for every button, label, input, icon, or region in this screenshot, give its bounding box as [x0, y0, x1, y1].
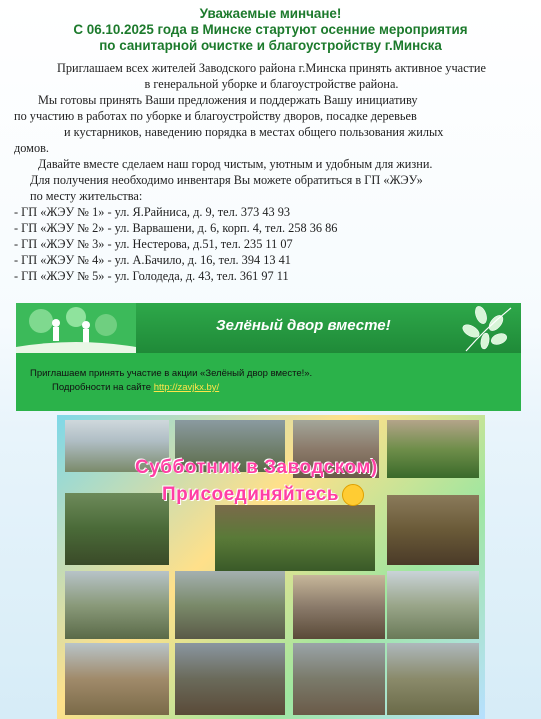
website-link[interactable]: http://zavjkx.by/ [153, 382, 220, 393]
zheu-list-item: - ГП «ЖЭУ № 3» - ул. Нестерова, д.51, тел. 235 11 07 [14, 237, 293, 251]
collage-photo [293, 575, 385, 639]
collage-caption-line-1: Субботник в Заводском) [135, 457, 378, 478]
paragraph-1-line-1: Приглашаем всех жителей Заводского района г.Минска принять активное участие [57, 61, 486, 75]
collage-photo [175, 571, 285, 639]
announcement-body [14, 60, 529, 284]
collage-photo [65, 643, 169, 715]
header-line-1: Уважаемые минчане! [199, 6, 342, 21]
paragraph-3: Давайте вместе сделаем наш город чистым, уютным и удобным для жизни. [38, 157, 433, 171]
collage-photo [175, 643, 285, 715]
collage-photo [387, 420, 479, 478]
invite-block [16, 353, 521, 411]
paragraph-4-line-2: по месту жительства: [30, 189, 143, 203]
banner-title: Зелёный двор вместе! [216, 317, 391, 334]
green-yard-banner [16, 303, 521, 353]
paragraph-2-line-3: и кустарников, наведению порядка в местах общего пользования жилых [64, 125, 444, 139]
collage-photo [387, 495, 479, 565]
paragraph-2-line-2: по участию в работах по уборке и благоустройству дворов, посадке деревьев [14, 109, 417, 123]
collage-photo [65, 493, 169, 565]
smiley-icon [342, 484, 364, 506]
zheu-list-item: - ГП «ЖЭУ № 1» - ул. Я.Райниса, д. 9, тел. 373 43 93 [14, 205, 291, 219]
paragraph-1-line-2: в генеральной уборке и благоустройстве района. [144, 77, 399, 91]
collage-photo [387, 643, 479, 715]
collage-photo [215, 505, 375, 571]
zheu-list-item: - ГП «ЖЭУ № 4» - ул. А.Бачило, д. 16, тел. 394 13 41 [14, 253, 291, 267]
collage-photo [65, 571, 169, 639]
paragraph-2-line-4: домов. [14, 141, 49, 155]
paragraph-2-line-1: Мы готовы принять Ваши предложения и поддержать Вашу инициативу [38, 93, 418, 107]
invite-line-2-prefix: Подробности на сайте [52, 382, 152, 393]
collage-photo [387, 571, 479, 639]
zheu-list-item: - ГП «ЖЭУ № 2» - ул. Варвашени, д. 6, корп. 4, тел. 258 36 86 [14, 221, 338, 235]
header-line-3: по санитарной очистке и благоустройству г.Минска [99, 38, 442, 53]
announcement-header [0, 6, 541, 54]
zheu-list-item: - ГП «ЖЭУ № 5» - ул. Голодеда, д. 43, тел. 361 97 11 [14, 269, 289, 283]
people-silhouettes-illustration [16, 303, 136, 353]
paragraph-4-line-1: Для получения необходимо инвентаря Вы можете обратиться в ГП «ЖЭУ» [30, 173, 423, 187]
collage-photo [293, 643, 385, 715]
header-line-2: С 06.10.2025 года в Минске стартуют осенние мероприятия [73, 22, 468, 37]
collage-caption-line-2: Присоединяйтесь [162, 484, 364, 506]
invite-line-1: Приглашаем принять участие в акции «Зелёный двор вместе!». [30, 368, 313, 379]
leaves-ornament-icon [441, 303, 521, 353]
